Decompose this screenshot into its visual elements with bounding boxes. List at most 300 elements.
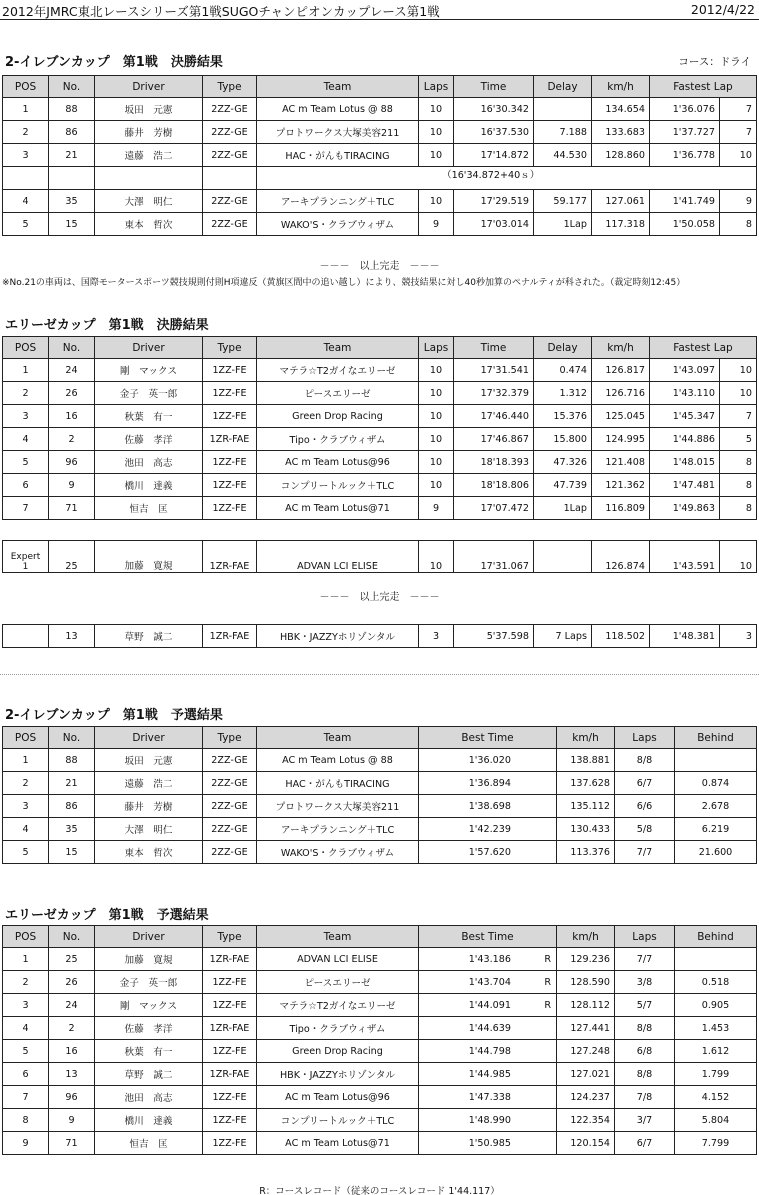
table-cell: 大澤 明仁 — [95, 818, 203, 841]
best-time-cell — [419, 1017, 557, 1040]
table-cell: 1Lap — [534, 497, 592, 520]
best-time-cell — [419, 948, 557, 971]
table-cell: 3 — [3, 405, 49, 428]
column-header: Driver — [95, 926, 203, 948]
table-cell: 4.152 — [675, 1086, 757, 1109]
column-header: No. — [49, 727, 95, 749]
table-cell: 10 — [720, 382, 757, 405]
table-cell: 2 — [49, 428, 95, 451]
table-cell: 13 — [49, 1063, 95, 1086]
best-time-cell — [419, 1040, 557, 1063]
table-cell: WAKO'S・クラブウィザム — [257, 213, 419, 236]
best-time-cell — [419, 749, 557, 772]
table-cell: コンプリートルック＋TLC — [257, 1109, 419, 1132]
table-cell: 8 — [720, 497, 757, 520]
table-cell: 71 — [49, 1132, 95, 1155]
table-row — [3, 428, 757, 451]
table-cell: 10 — [419, 98, 454, 121]
table-cell: 126.874 — [592, 541, 650, 573]
table-cell: 2ZZ-GE — [203, 98, 257, 121]
table-row — [3, 625, 757, 648]
best-time: 1'43.704 — [468, 976, 511, 988]
table-cell: 加藤 寛規 — [95, 948, 203, 971]
record-flag — [511, 1092, 551, 1103]
table-cell: HAC・がんもTIRACING — [257, 772, 419, 795]
table-cell: 25 — [49, 948, 95, 971]
best-time-cell — [419, 1109, 557, 1132]
best-time: 1'44.639 — [468, 1022, 511, 1034]
best-time-cell — [419, 841, 557, 864]
table-cell: 7 — [3, 497, 49, 520]
penalty-row — [3, 167, 757, 190]
table-cell — [534, 541, 592, 573]
table-cell: 2ZZ-GE — [203, 121, 257, 144]
table-cell: ピースエリーゼ — [257, 971, 419, 994]
table-cell: 9 — [49, 474, 95, 497]
table-cell: 6 — [3, 474, 49, 497]
table-row — [3, 98, 757, 121]
table-cell: 8 — [3, 1109, 49, 1132]
table-cell: ADVAN LCI ELISE — [257, 948, 419, 971]
table-cell: 1'43.591 — [650, 541, 720, 573]
table-cell: 44.530 — [534, 144, 592, 167]
table-row — [3, 1040, 757, 1063]
table-cell: 6/7 — [615, 1132, 675, 1155]
table-cell: 橋川 達義 — [95, 1109, 203, 1132]
table-cell: 2ZZ-GE — [203, 772, 257, 795]
table-cell — [203, 167, 257, 190]
table-cell: 0.518 — [675, 971, 757, 994]
table-cell: 13 — [49, 625, 95, 648]
table-cell: 1.799 — [675, 1063, 757, 1086]
table-cell: 17'31.541 — [454, 359, 534, 382]
table-cell: 9 — [419, 497, 454, 520]
table-cell: 113.376 — [557, 841, 615, 864]
table-row — [3, 121, 757, 144]
table-cell: Tipo・クラブウィザム — [257, 428, 419, 451]
table-cell: 35 — [49, 818, 95, 841]
table-cell: AC m Team Lotus@96 — [257, 1086, 419, 1109]
s1-race-table — [2, 75, 757, 236]
record-flag — [511, 778, 551, 789]
table-cell: 129.236 — [557, 948, 615, 971]
s2-complete-marker: －－－ 以上完走 －－－ — [319, 592, 440, 603]
table-cell: 128.112 — [557, 994, 615, 1017]
table-cell: 佐藤 孝洋 — [95, 428, 203, 451]
table-cell: 10 — [419, 144, 454, 167]
table-cell: 1ZZ-FE — [203, 405, 257, 428]
table-cell: 0.474 — [534, 359, 592, 382]
column-header: Laps — [615, 727, 675, 749]
table-cell: 5 — [3, 1040, 49, 1063]
table-cell: 17'46.440 — [454, 405, 534, 428]
best-time: 1'57.620 — [468, 846, 511, 858]
table-cell: 127.441 — [557, 1017, 615, 1040]
table-cell: 86 — [49, 121, 95, 144]
table-cell: 5/7 — [615, 994, 675, 1017]
table-cell: WAKO'S・クラブウィザム — [257, 841, 419, 864]
table-row — [3, 190, 757, 213]
column-header: Laps — [419, 337, 454, 359]
table-row — [3, 772, 757, 795]
table-cell: 7 — [720, 98, 757, 121]
table-cell: 3/7 — [615, 1109, 675, 1132]
table-cell: 16 — [49, 1040, 95, 1063]
table-cell: マテラ☆T2ガイなエリーゼ — [257, 359, 419, 382]
table-cell: AC m Team Lotus@71 — [257, 1132, 419, 1155]
table-cell: 2ZZ-GE — [203, 841, 257, 864]
table-row — [3, 749, 757, 772]
table-cell: 遠藤 浩二 — [95, 144, 203, 167]
table-cell: 1ZR-FAE — [203, 541, 257, 573]
table-cell: 3 — [419, 625, 454, 648]
table-cell: 10 — [419, 428, 454, 451]
record-flag: R — [544, 976, 551, 988]
table-cell: 8/8 — [615, 1017, 675, 1040]
table-row — [3, 948, 757, 971]
table-cell: 10 — [419, 190, 454, 213]
table-cell: 金子 英一郎 — [95, 382, 203, 405]
table-cell: 大澤 明仁 — [95, 190, 203, 213]
table-cell: 1'37.727 — [650, 121, 720, 144]
table-cell: 122.354 — [557, 1109, 615, 1132]
table-cell: 6/8 — [615, 1040, 675, 1063]
record-flag: R — [544, 953, 551, 965]
table-cell: ピースエリーゼ — [257, 382, 419, 405]
table-cell: 10 — [720, 144, 757, 167]
table-header-row — [3, 727, 757, 749]
s3-title: 2-イレブンカップ 第1戦 予選結果 — [5, 708, 223, 723]
table-cell: 130.433 — [557, 818, 615, 841]
best-time: 1'44.985 — [468, 1068, 511, 1080]
table-cell: コンプリートルック＋TLC — [257, 474, 419, 497]
table-cell: 25 — [49, 541, 95, 573]
s2-dnf-table — [2, 624, 757, 648]
table-cell: 2ZZ-GE — [203, 795, 257, 818]
table-cell: 1.453 — [675, 1017, 757, 1040]
table-cell: 東本 哲次 — [95, 213, 203, 236]
penalty-cell: （16'34.872+40ｓ） — [257, 167, 757, 190]
table-row — [3, 474, 757, 497]
table-cell: 120.154 — [557, 1132, 615, 1155]
table-cell: 5 — [3, 841, 49, 864]
table-cell: 17'31.067 — [454, 541, 534, 573]
table-cell: 1 — [3, 98, 49, 121]
table-cell: 2 — [3, 121, 49, 144]
table-cell: 3 — [3, 795, 49, 818]
table-cell: 1ZZ-FE — [203, 474, 257, 497]
best-time-cell — [419, 994, 557, 1017]
table-cell: 8/8 — [615, 1063, 675, 1086]
column-header: Fastest Lap — [650, 76, 757, 98]
column-header: Team — [257, 76, 419, 98]
table-cell: 1'44.886 — [650, 428, 720, 451]
table-cell: 18'18.393 — [454, 451, 534, 474]
column-header: km/h — [592, 76, 650, 98]
table-cell: 1'41.749 — [650, 190, 720, 213]
best-time: 1'44.798 — [468, 1045, 511, 1057]
table-cell: 5 — [720, 428, 757, 451]
best-time: 1'43.186 — [468, 953, 511, 965]
column-header: Team — [257, 727, 419, 749]
column-header: Type — [203, 926, 257, 948]
s1-complete-marker: －－－ 以上完走 －－－ — [319, 261, 440, 272]
table-cell: 1ZR-FAE — [203, 625, 257, 648]
table-cell: プロトワークス大塚美容211 — [257, 795, 419, 818]
table-cell: 8/8 — [615, 749, 675, 772]
best-time-cell — [419, 795, 557, 818]
column-header: Driver — [95, 727, 203, 749]
table-cell: 1Lap — [534, 213, 592, 236]
record-flag — [511, 1069, 551, 1080]
table-cell: 坂田 元憲 — [95, 749, 203, 772]
table-cell: 恒吉 匡 — [95, 497, 203, 520]
table-cell: 88 — [49, 98, 95, 121]
table-cell: 1ZZ-FE — [203, 497, 257, 520]
table-cell: 47.326 — [534, 451, 592, 474]
table-cell: 10 — [720, 541, 757, 573]
table-cell: 1'47.481 — [650, 474, 720, 497]
table-cell: 5.804 — [675, 1109, 757, 1132]
table-cell: 6.219 — [675, 818, 757, 841]
table-cell: 遠藤 浩二 — [95, 772, 203, 795]
column-header: Laps — [615, 926, 675, 948]
expert-class-label: Expert — [10, 552, 41, 562]
table-cell: 124.995 — [592, 428, 650, 451]
table-cell: 86 — [49, 795, 95, 818]
table-cell: 1 — [3, 359, 49, 382]
table-cell: 17'29.519 — [454, 190, 534, 213]
table-cell: 1'50.058 — [650, 213, 720, 236]
table-row — [3, 818, 757, 841]
best-time-cell — [419, 1063, 557, 1086]
table-cell: 坂田 元憲 — [95, 98, 203, 121]
column-header: Type — [203, 337, 257, 359]
table-cell: Green Drop Racing — [257, 1040, 419, 1063]
table-cell: 2ZZ-GE — [203, 190, 257, 213]
table-cell: 126.817 — [592, 359, 650, 382]
table-cell: 2 — [3, 382, 49, 405]
table-cell: 15 — [49, 213, 95, 236]
column-header: Delay — [534, 337, 592, 359]
table-cell: AC m Team Lotus @ 88 — [257, 749, 419, 772]
table-cell: 127.021 — [557, 1063, 615, 1086]
table-cell: 15 — [49, 841, 95, 864]
table-cell: 1ZR-FAE — [203, 428, 257, 451]
table-cell: 21 — [49, 144, 95, 167]
record-flag — [511, 847, 551, 858]
table-cell: 7 Laps — [534, 625, 592, 648]
table-cell: 127.061 — [592, 190, 650, 213]
column-header: Behind — [675, 926, 757, 948]
table-cell: 17'32.379 — [454, 382, 534, 405]
s1-penalty-note: ※No.21の車両は、国際モータースポーツ競技規則付則H項違反（黄旗区間中の追い越し）により、競技結果に対し40秒加算のペナルティが科された。（裁定時刻12:45） — [2, 278, 686, 288]
table-cell: 6/6 — [615, 795, 675, 818]
table-cell: 124.237 — [557, 1086, 615, 1109]
table-cell: HBK・JAZZYホリゾンタル — [257, 625, 419, 648]
column-header: Best Time — [419, 926, 557, 948]
best-time: 1'42.239 — [468, 823, 511, 835]
table-cell: 2ZZ-GE — [203, 144, 257, 167]
event-date: 2012/4/22 — [690, 2, 755, 17]
best-time: 1'36.894 — [468, 777, 511, 789]
table-cell — [49, 167, 95, 190]
table-cell: 10 — [419, 541, 454, 573]
table-cell: 88 — [49, 749, 95, 772]
table-cell: 8 — [720, 451, 757, 474]
record-flag — [511, 824, 551, 835]
table-cell: 128.860 — [592, 144, 650, 167]
table-cell: 7 — [3, 1086, 49, 1109]
best-time-cell — [419, 818, 557, 841]
table-cell: 1'36.778 — [650, 144, 720, 167]
record-flag — [511, 1115, 551, 1126]
table-cell: 1ZR-FAE — [203, 1063, 257, 1086]
table-cell: プロトワークス大塚美容211 — [257, 121, 419, 144]
table-cell: アーキプランニング＋TLC — [257, 818, 419, 841]
table-cell: 0.874 — [675, 772, 757, 795]
table-row — [3, 1017, 757, 1040]
best-time-cell — [419, 1132, 557, 1155]
table-cell: 35 — [49, 190, 95, 213]
table-cell: AC m Team Lotus@71 — [257, 497, 419, 520]
table-cell: 137.628 — [557, 772, 615, 795]
table-cell: 121.362 — [592, 474, 650, 497]
table-row — [3, 382, 757, 405]
column-header: Driver — [95, 337, 203, 359]
header-divider — [0, 19, 759, 20]
table-cell: HBK・JAZZYホリゾンタル — [257, 1063, 419, 1086]
section-divider — [0, 674, 759, 675]
column-header: Fastest Lap — [650, 337, 757, 359]
column-header: Type — [203, 76, 257, 98]
table-cell: 5/8 — [615, 818, 675, 841]
table-cell: 藤井 芳樹 — [95, 795, 203, 818]
table-cell: 17'03.014 — [454, 213, 534, 236]
table-row — [3, 541, 757, 573]
table-cell — [3, 625, 49, 648]
table-cell: 17'07.472 — [454, 497, 534, 520]
table-row — [3, 144, 757, 167]
table-cell: 10 — [419, 451, 454, 474]
table-cell: 10 — [419, 359, 454, 382]
s2-expert-table — [2, 540, 757, 573]
table-cell: 恒吉 匡 — [95, 1132, 203, 1155]
table-cell: 1'36.076 — [650, 98, 720, 121]
table-cell: AC m Team Lotus@96 — [257, 451, 419, 474]
record-flag: R — [544, 999, 551, 1011]
table-cell: 121.408 — [592, 451, 650, 474]
table-row — [3, 971, 757, 994]
table-header-row — [3, 337, 757, 359]
table-cell: 9 — [419, 213, 454, 236]
table-cell: Green Drop Racing — [257, 405, 419, 428]
table-cell: 21 — [49, 772, 95, 795]
table-cell: 1ZZ-FE — [203, 451, 257, 474]
column-header: km/h — [592, 337, 650, 359]
best-time: 1'47.338 — [468, 1091, 511, 1103]
table-cell: 9 — [3, 1132, 49, 1155]
table-cell: 東本 哲次 — [95, 841, 203, 864]
table-cell: 2 — [49, 1017, 95, 1040]
table-cell: 2 — [3, 772, 49, 795]
column-header: Laps — [419, 76, 454, 98]
table-cell: 117.318 — [592, 213, 650, 236]
column-header: Time — [454, 337, 534, 359]
table-cell: 1'43.110 — [650, 382, 720, 405]
column-header: Type — [203, 727, 257, 749]
table-cell: 2ZZ-GE — [203, 213, 257, 236]
course-condition: コース：ドライ — [678, 56, 751, 68]
table-cell: 1.612 — [675, 1040, 757, 1063]
table-cell: 加藤 寛規 — [95, 541, 203, 573]
table-cell: アーキプランニング＋TLC — [257, 190, 419, 213]
table-row — [3, 795, 757, 818]
table-cell: 1'43.097 — [650, 359, 720, 382]
table-cell: 3 — [3, 994, 49, 1017]
column-header: km/h — [557, 727, 615, 749]
table-cell: 0.905 — [675, 994, 757, 1017]
table-cell: 池田 高志 — [95, 1086, 203, 1109]
table-cell: 16 — [49, 405, 95, 428]
table-cell — [534, 98, 592, 121]
table-cell: 10 — [419, 474, 454, 497]
course-record-footnote: R：コースレコード（従来のコースレコード 1'44.117） — [259, 1186, 500, 1195]
table-row — [3, 841, 757, 864]
table-cell: 1.312 — [534, 382, 592, 405]
table-cell: 1ZZ-FE — [203, 971, 257, 994]
table-cell: 1ZZ-FE — [203, 994, 257, 1017]
table-cell: 6/7 — [615, 772, 675, 795]
table-cell: 草野 誠二 — [95, 1063, 203, 1086]
table-cell — [675, 948, 757, 971]
table-cell — [675, 749, 757, 772]
s4-title: エリーゼカップ 第1戦 予選結果 — [5, 908, 209, 923]
column-header: Delay — [534, 76, 592, 98]
table-cell: 128.590 — [557, 971, 615, 994]
record-flag — [511, 801, 551, 812]
column-header: No. — [49, 76, 95, 98]
table-cell: 125.045 — [592, 405, 650, 428]
column-header: Team — [257, 337, 419, 359]
table-cell: 133.683 — [592, 121, 650, 144]
table-row — [3, 405, 757, 428]
table-cell: 藤井 芳樹 — [95, 121, 203, 144]
table-cell — [95, 167, 203, 190]
table-cell: 59.177 — [534, 190, 592, 213]
table-cell: 16'37.530 — [454, 121, 534, 144]
table-cell: 26 — [49, 382, 95, 405]
table-cell — [3, 541, 49, 573]
table-cell: 橋川 達義 — [95, 474, 203, 497]
table-cell: 剛 マックス — [95, 359, 203, 382]
table-cell: 118.502 — [592, 625, 650, 648]
table-cell: 剛 マックス — [95, 994, 203, 1017]
table-cell: 秋葉 有一 — [95, 405, 203, 428]
table-row — [3, 497, 757, 520]
table-cell: 1ZZ-FE — [203, 1132, 257, 1155]
column-header: Behind — [675, 727, 757, 749]
table-cell: 116.809 — [592, 497, 650, 520]
table-cell: 4 — [3, 428, 49, 451]
best-time-cell — [419, 1086, 557, 1109]
table-row — [3, 1063, 757, 1086]
table-cell: 2ZZ-GE — [203, 818, 257, 841]
table-cell: 1 — [3, 948, 49, 971]
table-cell: 7.188 — [534, 121, 592, 144]
table-cell: マテラ☆T2ガイなエリーゼ — [257, 994, 419, 1017]
table-cell: 佐藤 孝洋 — [95, 1017, 203, 1040]
